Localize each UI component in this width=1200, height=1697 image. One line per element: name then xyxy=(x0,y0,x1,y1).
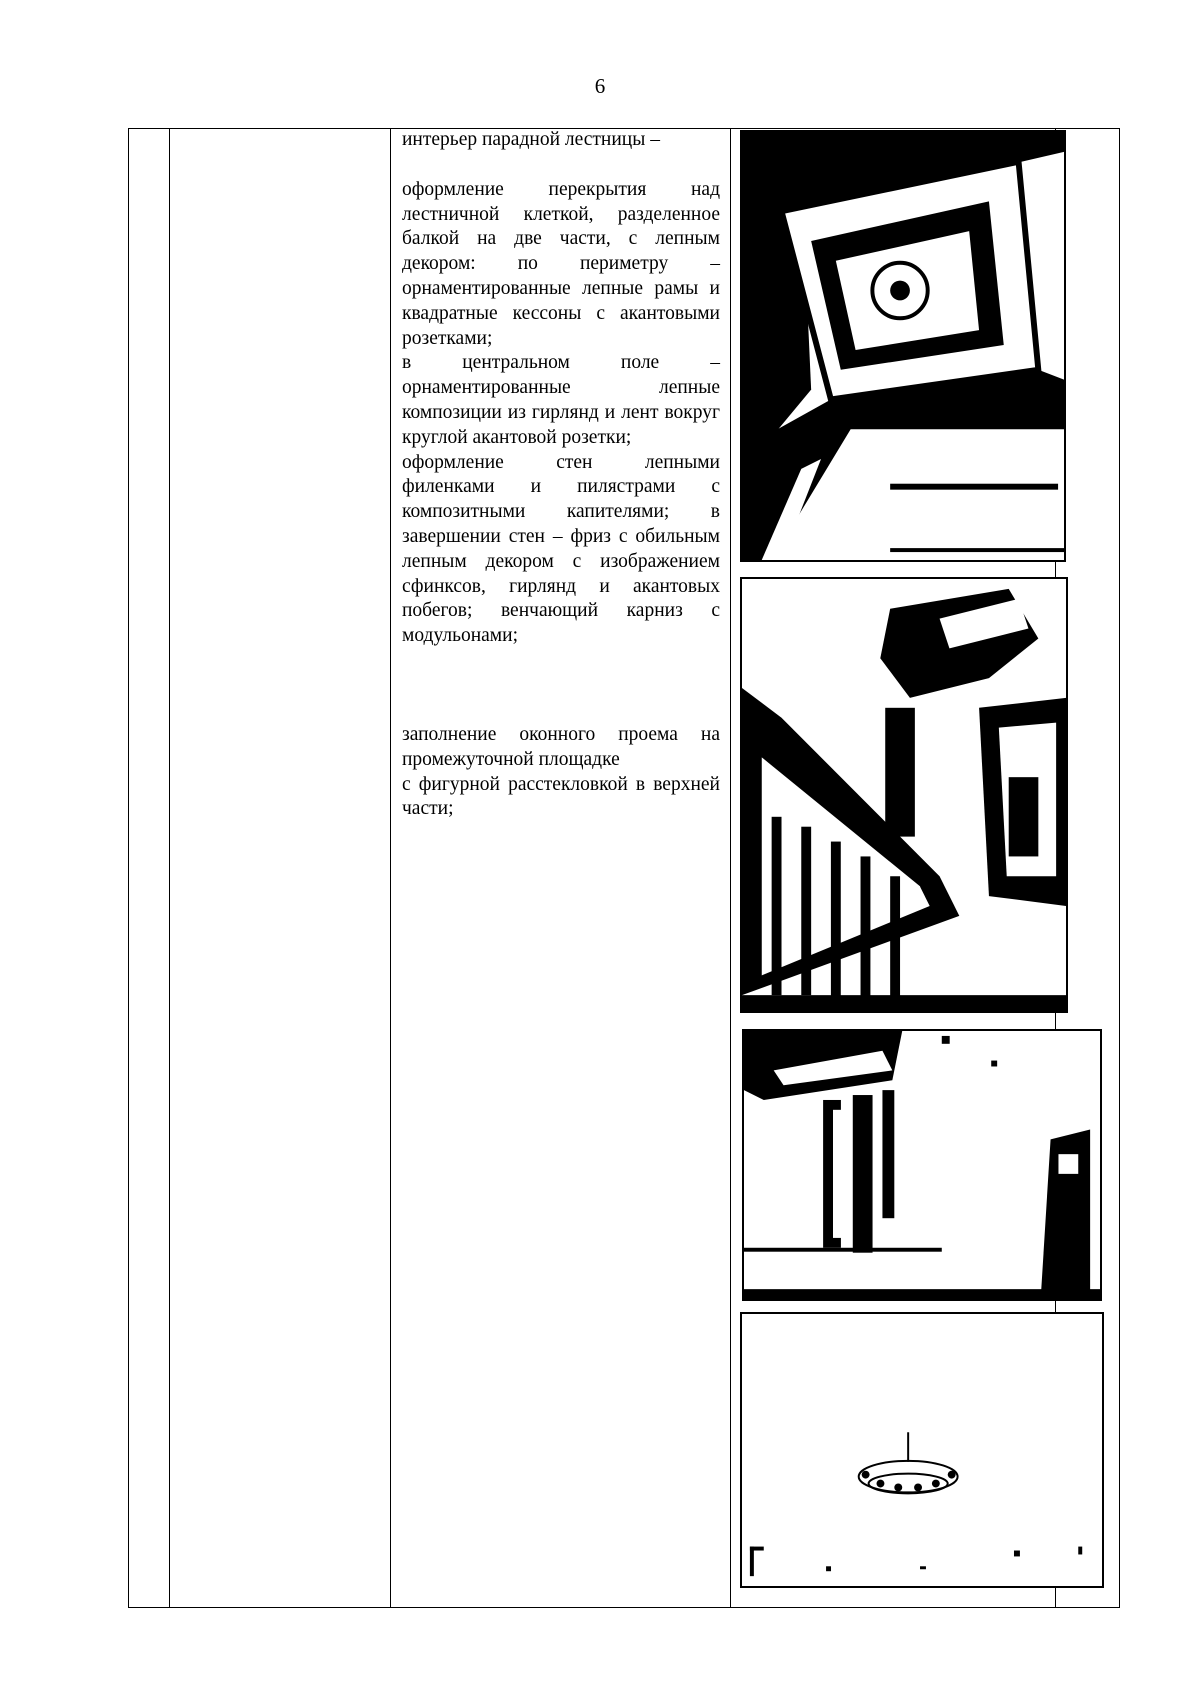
chandelier-photo xyxy=(740,1312,1104,1588)
staircase-railing-photo xyxy=(740,577,1068,1013)
walls-text: оформление стен лепными филенками и пилястрами с композитными капителями; в завершении стен – фриз с обильным лепным декором с изображением сфинксов, гирлянд и акантовых побегов; венчающий карниз с модульонами; xyxy=(402,451,720,647)
section-heading: интерьер парадной лестницы – xyxy=(402,129,660,150)
window-text-2: с фигурной расстекловкой в верхней части; xyxy=(402,773,720,820)
ceiling-text: оформление перекрытия над лестничной клеткой, разделенное балкой на две части, с лепным декором: по периметру – орнаментированные лепные рамы и квадратные кессоны с акантовыми розетками; xyxy=(402,178,720,349)
column-divider-2 xyxy=(390,129,391,1607)
window-text-1: заполнение оконного проема на промежуточной площадке xyxy=(402,723,720,770)
center-text: в центральном поле – орнаментированные лепные композиции из гирлянд и лент вокруг круглой акантовой розетки; xyxy=(402,352,720,448)
column-divider-3 xyxy=(730,129,731,1607)
page-number: 6 xyxy=(594,74,606,98)
description-cell xyxy=(402,128,720,822)
ceiling-coffers-photo xyxy=(740,130,1066,562)
stair-hall-pilasters-photo xyxy=(742,1029,1102,1301)
column-divider-1 xyxy=(169,129,170,1607)
